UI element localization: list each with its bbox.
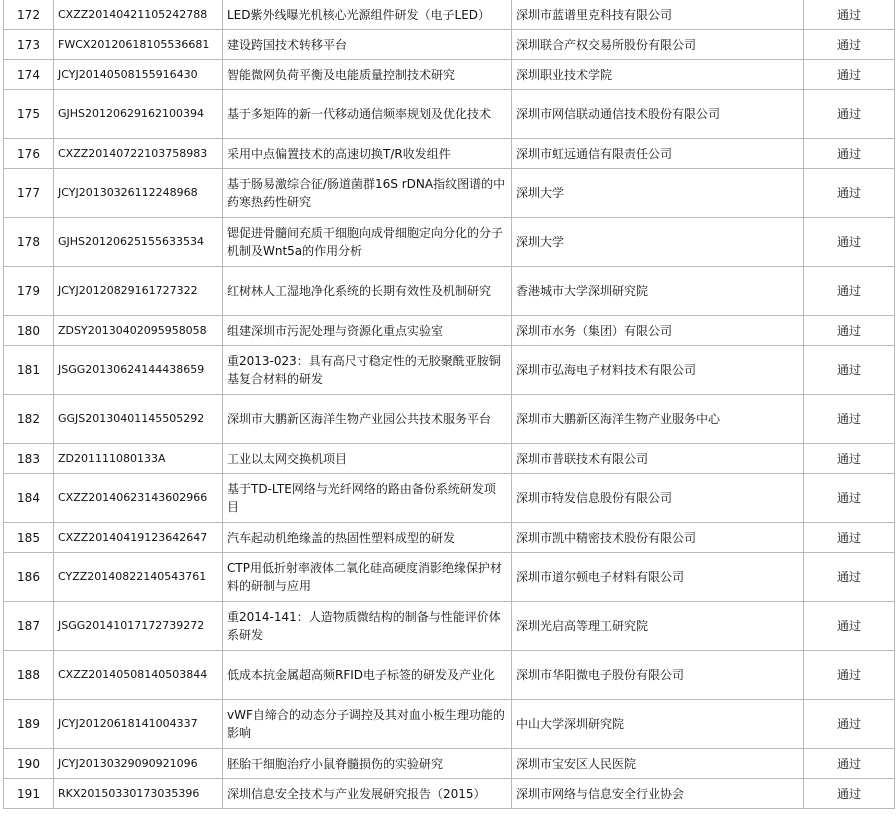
- table-row: [4, 90, 895, 139]
- organization: 深圳大学: [512, 218, 804, 267]
- project-title: LED紫外线曝光机核心光源组件研发（电子LED）: [223, 0, 512, 30]
- table-row: [4, 60, 895, 90]
- acceptance-result: 通过: [804, 651, 895, 700]
- table-row: [4, 30, 895, 60]
- row-number: 188: [4, 651, 54, 700]
- acceptance-result: 通过: [804, 474, 895, 523]
- row-number: 184: [4, 474, 54, 523]
- organization: 深圳市凯中精密技术股份有限公司: [512, 523, 804, 553]
- organization: 深圳市道尔顿电子材料有限公司: [512, 553, 804, 602]
- row-number: 185: [4, 523, 54, 553]
- row-number: 177: [4, 169, 54, 218]
- project-title: 工业以太网交换机项目: [223, 444, 512, 474]
- row-number: 180: [4, 316, 54, 346]
- acceptance-result: 通过: [804, 602, 895, 651]
- organization: 深圳市网络与信息安全行业协会: [512, 779, 804, 809]
- project-code: JCYJ20130329090921096: [54, 749, 223, 779]
- acceptance-result: 通过: [804, 553, 895, 602]
- project-title: 汽车起动机绝缘盖的热固性塑料成型的研发: [223, 523, 512, 553]
- row-number: 172: [4, 0, 54, 30]
- organization: 深圳市虹远通信有限责任公司: [512, 139, 804, 169]
- project-title: 建设跨国技术转移平台: [223, 30, 512, 60]
- project-code: GJHS20120629162100394: [54, 90, 223, 139]
- table-row: [4, 474, 895, 523]
- project-code: JCYJ20120618141004337: [54, 700, 223, 749]
- organization: 深圳职业技术学院: [512, 60, 804, 90]
- acceptance-result: 通过: [804, 30, 895, 60]
- acceptance-result: 通过: [804, 700, 895, 749]
- project-code: JCYJ20120829161727322: [54, 267, 223, 316]
- organization: 深圳市大鹏新区海洋生物产业服务中心: [512, 395, 804, 444]
- organization: 香港城市大学深圳研究院: [512, 267, 804, 316]
- project-title: 重2014-141：人造物质微结构的制备与性能评价体系研发: [223, 602, 512, 651]
- project-code: GGJS20130401145505292: [54, 395, 223, 444]
- table-row: [4, 169, 895, 218]
- project-code: JSGG20141017172739272: [54, 602, 223, 651]
- project-code: CXZZ20140623143602966: [54, 474, 223, 523]
- project-title: vWF自缔合的动态分子调控及其对血小板生理功能的影响: [223, 700, 512, 749]
- project-title: 基于TD-LTE网络与光纤网络的路由备份系统研发项目: [223, 474, 512, 523]
- organization: 深圳市普联技术有限公司: [512, 444, 804, 474]
- acceptance-result: 通过: [804, 523, 895, 553]
- table-row: [4, 700, 895, 749]
- organization: 深圳联合产权交易所股份有限公司: [512, 30, 804, 60]
- project-code: CXZZ20140722103758983: [54, 139, 223, 169]
- row-number: 181: [4, 346, 54, 395]
- project-code: ZDSY20130402095958058: [54, 316, 223, 346]
- acceptance-result: 通过: [804, 346, 895, 395]
- row-number: 179: [4, 267, 54, 316]
- acceptance-result: 通过: [804, 779, 895, 809]
- row-number: 173: [4, 30, 54, 60]
- project-code: FWCX20120618105536681: [54, 30, 223, 60]
- project-title: 红树林人工湿地净化系统的长期有效性及机制研究: [223, 267, 512, 316]
- acceptance-result: 通过: [804, 90, 895, 139]
- row-number: 186: [4, 553, 54, 602]
- row-number: 190: [4, 749, 54, 779]
- project-code: CXZZ20140508140503844: [54, 651, 223, 700]
- project-title: 深圳信息安全技术与产业发展研究报告（2015）: [223, 779, 512, 809]
- table-row: [4, 444, 895, 474]
- table-row: [4, 346, 895, 395]
- table-row: [4, 316, 895, 346]
- project-title: 智能微网负荷平衡及电能质量控制技术研究: [223, 60, 512, 90]
- project-title: 深圳市大鹏新区海洋生物产业园公共技术服务平台: [223, 395, 512, 444]
- table-row: [4, 267, 895, 316]
- row-number: 183: [4, 444, 54, 474]
- organization: 深圳市华阳微电子股份有限公司: [512, 651, 804, 700]
- acceptance-result: 通过: [804, 749, 895, 779]
- acceptance-result: 通过: [804, 316, 895, 346]
- table-row: [4, 553, 895, 602]
- project-code: CXZZ20140421105242788: [54, 0, 223, 30]
- acceptance-result: 通过: [804, 139, 895, 169]
- acceptance-result: 通过: [804, 395, 895, 444]
- project-code: GJHS20120625155633534: [54, 218, 223, 267]
- table-row: [4, 749, 895, 779]
- project-title: 锶促进骨髓间充质干细胞向成骨细胞定向分化的分子机制及Wnt5a的作用分析: [223, 218, 512, 267]
- table-body: [4, 0, 895, 809]
- row-number: 176: [4, 139, 54, 169]
- row-number: 182: [4, 395, 54, 444]
- organization: 深圳大学: [512, 169, 804, 218]
- organization: 深圳市弘海电子材料技术有限公司: [512, 346, 804, 395]
- organization: 深圳光启高等理工研究院: [512, 602, 804, 651]
- project-code: JCYJ20130326112248968: [54, 169, 223, 218]
- project-title: 基于肠易激综合征/肠道菌群16S rDNA指纹图谱的中药寒热药性研究: [223, 169, 512, 218]
- row-number: 178: [4, 218, 54, 267]
- organization: 深圳市水务（集团）有限公司: [512, 316, 804, 346]
- project-code: JCYJ20140508155916430: [54, 60, 223, 90]
- table-row: [4, 602, 895, 651]
- project-code: JSGG20130624144438659: [54, 346, 223, 395]
- row-number: 187: [4, 602, 54, 651]
- project-title: CTP用低折射率液体二氧化硅高硬度消影绝缘保护材料的研制与应用: [223, 553, 512, 602]
- table-row: [4, 779, 895, 809]
- project-title: 低成本抗金属超高频RFID电子标签的研发及产业化: [223, 651, 512, 700]
- table-row: [4, 523, 895, 553]
- project-code: CYZZ20140822140543761: [54, 553, 223, 602]
- table-row: [4, 0, 895, 30]
- project-title: 组建深圳市污泥处理与资源化重点实验室: [223, 316, 512, 346]
- project-code: ZD201111080133A: [54, 444, 223, 474]
- organization: 中山大学深圳研究院: [512, 700, 804, 749]
- acceptance-result: 通过: [804, 169, 895, 218]
- acceptance-result: 通过: [804, 267, 895, 316]
- acceptance-result: 通过: [804, 444, 895, 474]
- project-code: RKX20150330173035396: [54, 779, 223, 809]
- project-title: 重2013-023：具有高尺寸稳定性的无胶聚酰亚胺铜基复合材料的研发: [223, 346, 512, 395]
- organization: 深圳市蓝谱里克科技有限公司: [512, 0, 804, 30]
- project-acceptance-table: [3, 0, 895, 809]
- organization: 深圳市特发信息股份有限公司: [512, 474, 804, 523]
- row-number: 175: [4, 90, 54, 139]
- table-row: [4, 218, 895, 267]
- project-code: CXZZ20140419123642647: [54, 523, 223, 553]
- organization: 深圳市宝安区人民医院: [512, 749, 804, 779]
- table-row: [4, 651, 895, 700]
- table-row: [4, 395, 895, 444]
- organization: 深圳市网信联动通信技术股份有限公司: [512, 90, 804, 139]
- project-title: 基于多矩阵的新一代移动通信频率规划及优化技术: [223, 90, 512, 139]
- project-title: 采用中点偏置技术的高速切换T/R收发组件: [223, 139, 512, 169]
- row-number: 189: [4, 700, 54, 749]
- acceptance-result: 通过: [804, 60, 895, 90]
- row-number: 174: [4, 60, 54, 90]
- acceptance-result: 通过: [804, 218, 895, 267]
- acceptance-result: 通过: [804, 0, 895, 30]
- table-row: [4, 139, 895, 169]
- row-number: 191: [4, 779, 54, 809]
- project-title: 胚胎干细胞治疗小鼠脊髓损伤的实验研究: [223, 749, 512, 779]
